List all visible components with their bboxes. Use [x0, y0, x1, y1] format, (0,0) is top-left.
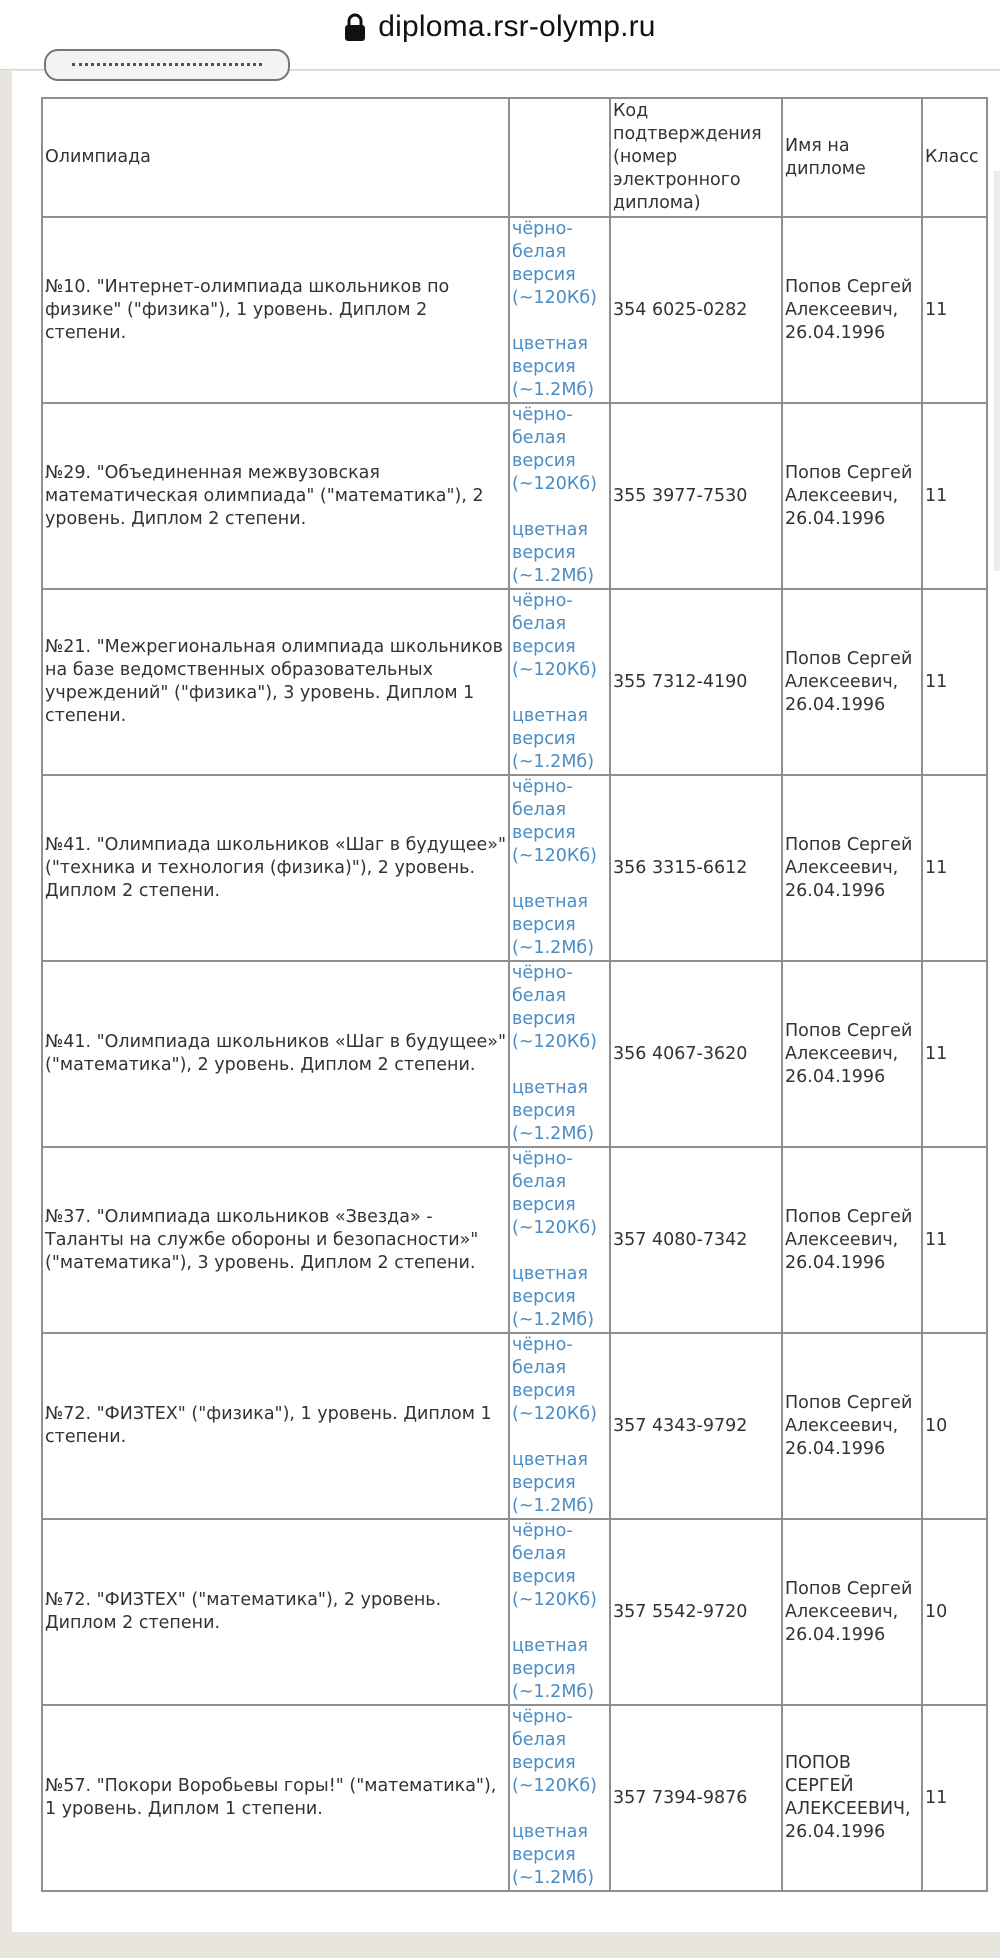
cell-download-links	[509, 589, 610, 775]
cell-grade: 11	[922, 403, 987, 589]
cell-confirmation-code: 357 4080-7342	[610, 1147, 782, 1333]
table-row	[42, 1519, 987, 1705]
cell-grade: 11	[922, 1147, 987, 1333]
cell-confirmation-code: 357 4343-9792	[610, 1333, 782, 1519]
cell-diploma-name: Попов Сергей Алексеевич, 26.04.1996	[782, 961, 922, 1147]
cell-olympiad: №41. "Олимпиада школьников «Шаг в будущее»" ("математика"), 2 уровень. Диплом 2 степени.	[42, 961, 509, 1147]
cell-download-links	[509, 961, 610, 1147]
link-spacer	[512, 1054, 607, 1077]
cell-grade: 11	[922, 961, 987, 1147]
cell-diploma-name: Попов Сергей Алексеевич, 26.04.1996	[782, 1147, 922, 1333]
table-row	[42, 1705, 987, 1891]
table-row	[42, 1333, 987, 1519]
table-row	[42, 217, 987, 403]
table-row	[42, 775, 987, 961]
cell-grade: 11	[922, 1705, 987, 1891]
cell-diploma-name: ПОПОВ СЕРГЕЙ АЛЕКСЕЕВИЧ, 26.04.1996	[782, 1705, 922, 1891]
cell-diploma-name: Попов Сергей Алексеевич, 26.04.1996	[782, 217, 922, 403]
header-name: Имя на дипломе	[782, 98, 922, 217]
url-text: diploma.rsr-olymp.ru	[378, 9, 656, 43]
cell-confirmation-code: 355 7312-4190	[610, 589, 782, 775]
cell-grade: 11	[922, 217, 987, 403]
cell-olympiad: №72. "ФИЗТЕХ" ("математика"), 2 уровень. Диплом 2 степени.	[42, 1519, 509, 1705]
cell-olympiad: №29. "Объединенная межвузовская математическая олимпиада" ("математика"), 2 уровень. Диплом 2 степени.	[42, 403, 509, 589]
cell-confirmation-code: 356 4067-3620	[610, 961, 782, 1147]
download-bw-link[interactable]: чёрно-белая версия (~120Кб)	[512, 1707, 597, 1796]
cell-download-links	[509, 775, 610, 961]
cell-confirmation-code: 357 7394-9876	[610, 1705, 782, 1891]
link-spacer	[512, 310, 607, 333]
table-row	[42, 1147, 987, 1333]
page-bottom-margin	[0, 1932, 1000, 1958]
cell-confirmation-code: 354 6025-0282	[610, 217, 782, 403]
scrollbar[interactable]	[994, 171, 1000, 571]
download-color-link[interactable]: цветная версия (~1.2Мб)	[512, 892, 595, 958]
cell-download-links	[509, 403, 610, 589]
download-bw-link[interactable]: чёрно-белая версия (~120Кб)	[512, 777, 597, 866]
cell-grade: 11	[922, 775, 987, 961]
table-row	[42, 961, 987, 1147]
cell-olympiad: №57. "Покори Воробьевы горы!" ("математика"), 1 уровень. Диплом 1 степени.	[42, 1705, 509, 1891]
link-spacer	[512, 868, 607, 891]
cell-download-links	[509, 1705, 610, 1891]
download-color-link[interactable]: цветная версия (~1.2Мб)	[512, 1822, 595, 1888]
download-color-link[interactable]: цветная версия (~1.2Мб)	[512, 1636, 595, 1702]
cell-grade: 11	[922, 589, 987, 775]
link-spacer	[512, 1426, 607, 1449]
download-color-link[interactable]: цветная версия (~1.2Мб)	[512, 1078, 595, 1144]
download-color-link[interactable]: цветная версия (~1.2Мб)	[512, 1264, 595, 1330]
download-bw-link[interactable]: чёрно-белая версия (~120Кб)	[512, 591, 597, 680]
cell-grade: 10	[922, 1333, 987, 1519]
table-row	[42, 403, 987, 589]
header-links	[509, 98, 610, 217]
cell-olympiad: №10. "Интернет-олимпиада школьников по физике" ("физика"), 1 уровень. Диплом 2 степени.	[42, 217, 509, 403]
cell-confirmation-code: 356 3315-6612	[610, 775, 782, 961]
table-row	[42, 589, 987, 775]
cell-diploma-name: Попов Сергей Алексеевич, 26.04.1996	[782, 403, 922, 589]
diplomas-table	[41, 97, 988, 1892]
download-bw-link[interactable]: чёрно-белая версия (~120Кб)	[512, 1149, 597, 1238]
link-spacer	[512, 1798, 607, 1821]
cell-grade: 10	[922, 1519, 987, 1705]
cell-diploma-name: Попов Сергей Алексеевич, 26.04.1996	[782, 775, 922, 961]
download-bw-link[interactable]: чёрно-белая версия (~120Кб)	[512, 1521, 597, 1610]
header-grade: Класс	[922, 98, 987, 217]
page-content	[12, 71, 1000, 1932]
link-spacer	[512, 1612, 607, 1635]
download-color-link[interactable]: цветная версия (~1.2Мб)	[512, 1450, 595, 1516]
download-bw-link[interactable]: чёрно-белая версия (~120Кб)	[512, 1335, 597, 1424]
link-spacer	[512, 496, 607, 519]
url-display[interactable]	[344, 10, 655, 44]
download-color-link[interactable]: цветная версия (~1.2Мб)	[512, 334, 595, 400]
download-bw-link[interactable]: чёрно-белая версия (~120Кб)	[512, 219, 597, 308]
cell-download-links	[509, 1519, 610, 1705]
cell-olympiad: №37. "Олимпиада школьников «Звезда» - Таланты на службе обороны и безопасности»" ("математика"), 3 уровень. Диплом 2 степени.	[42, 1147, 509, 1333]
cell-olympiad: №41. "Олимпиада школьников «Шаг в будущее»" ("техника и технология (физика)"), 2 уровень. Диплом 2 степени.	[42, 775, 509, 961]
download-color-link[interactable]: цветная версия (~1.2Мб)	[512, 706, 595, 772]
download-bw-link[interactable]: чёрно-белая версия (~120Кб)	[512, 963, 597, 1052]
cell-confirmation-code: 357 5542-9720	[610, 1519, 782, 1705]
header-olympiad: Олимпиада	[42, 98, 509, 217]
link-spacer	[512, 1240, 607, 1263]
header-code: Код подтверждения (номер электронного диплома)	[610, 98, 782, 217]
download-bw-link[interactable]: чёрно-белая версия (~120Кб)	[512, 405, 597, 494]
cell-diploma-name: Попов Сергей Алексеевич, 26.04.1996	[782, 1333, 922, 1519]
cell-download-links	[509, 1333, 610, 1519]
table-header-row	[42, 98, 987, 217]
cell-download-links	[509, 217, 610, 403]
cell-download-links	[509, 1147, 610, 1333]
download-color-link[interactable]: цветная версия (~1.2Мб)	[512, 520, 595, 586]
cell-olympiad: №72. "ФИЗТЕХ" ("физика"), 1 уровень. Диплом 1 степени.	[42, 1333, 509, 1519]
link-spacer	[512, 682, 607, 705]
partially-visible-button[interactable]	[44, 49, 290, 81]
cell-diploma-name: Попов Сергей Алексеевич, 26.04.1996	[782, 589, 922, 775]
cell-diploma-name: Попов Сергей Алексеевич, 26.04.1996	[782, 1519, 922, 1705]
lock-icon	[344, 12, 366, 42]
cell-olympiad: №21. "Межрегиональная олимпиада школьников на базе ведомственных образовательных учреждений" ("физика"), 3 уровень. Диплом 1 степени.	[42, 589, 509, 775]
cell-confirmation-code: 355 3977-7530	[610, 403, 782, 589]
